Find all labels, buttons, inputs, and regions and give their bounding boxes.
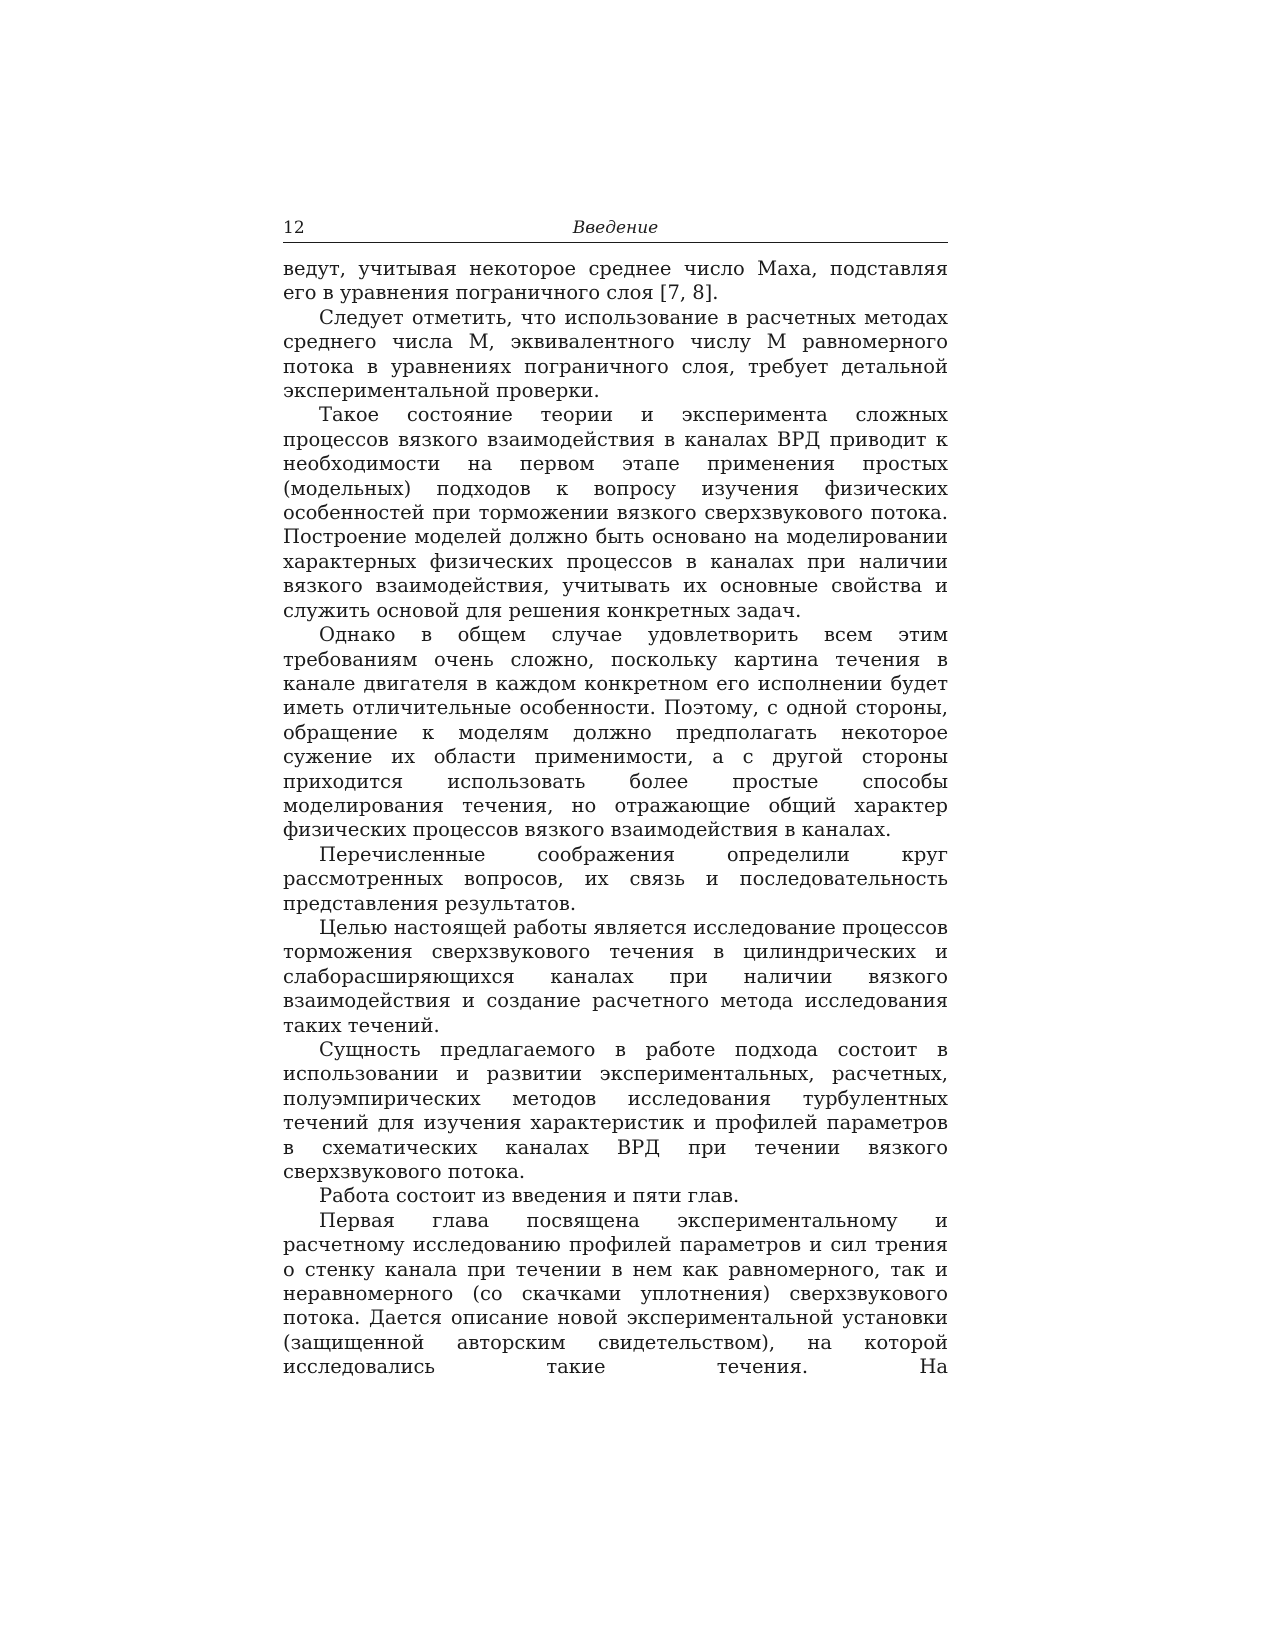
paragraph: Следует отметить, что использование в расчетных методах среднего числа M, эквивалентного числу M равномерного потока в уравнениях пограничного слоя, требует детальной экспериментальной проверки. [283, 305, 948, 403]
paragraph: Однако в общем случае удовлетворить всем этим требованиям очень сложно, поскольку картина течения в канале двигателя в каждом конкретном его исполнении будет иметь отличительные особенности. Поэтому, с одной стороны, обращение к моделям должно предполагать некоторое сужение их области применимости, а с другой стороны приходится использовать более простые способы моделирования течения, но отражающие общий характер физических процессов вязкого взаимодействия в каналах. [283, 623, 948, 842]
paragraph: Работа состоит из введения и пяти глав. [319, 1184, 740, 1208]
paragraph: ведут, учитывая некоторое среднее число Маха, подставляя его в уравнения пограничного слоя [7, 8]. [283, 257, 948, 305]
paragraph: Такое состояние теории и эксперимента сложных процессов вязкого взаимодействия в каналах ВРД приводит к необходимости на первом этапе применения простых (модельных) подходов к вопросу изучения физических особенностей при торможении вязкого сверхзвукового потока. Построение моделей должно быть основано на моделировании характерных физических процессов в каналах при наличии вязкого взаимодействия, учитывать их основные свойства и служить основой для решения конкретных задач. [283, 403, 948, 622]
paragraph: Целью настоящей работы является исследование процессов торможения сверхзвукового течения в цилиндрических и слаборасширяющихся каналах при наличии вязкого взаимодействия и создание расчетного метода исследования таких течений. [283, 915, 948, 1037]
page-number: 12 [283, 218, 305, 238]
paragraph: Перечисленные соображения определили круг рассмотренных вопросов, их связь и последовательность представления результатов. [283, 842, 948, 915]
running-title: Введение [572, 218, 659, 238]
running-head [283, 218, 948, 243]
book-page [283, 218, 948, 1380]
paragraph: Первая глава посвящена экспериментальному и расчетному исследованию профилей параметров и сил трения о стенку канала при течении в нем как равномерного, так и неравномерного (со скачками уплотнения) сверхзвукового потока. Дается описание новой экспериментальной установки (защищенной авторским свидетельством), на которой исследовались такие течения. На [283, 1208, 948, 1379]
paragraph: Сущность предлагаемого в работе подхода состоит в использовании и развитии экспериментальных, расчетных, полуэмпирических методов исследования турбулентных течений для изучения характеристик и профилей параметров в схематических каналах ВРД при течении вязкого сверхзвукового потока. [283, 1038, 948, 1184]
body-text [283, 257, 948, 1380]
